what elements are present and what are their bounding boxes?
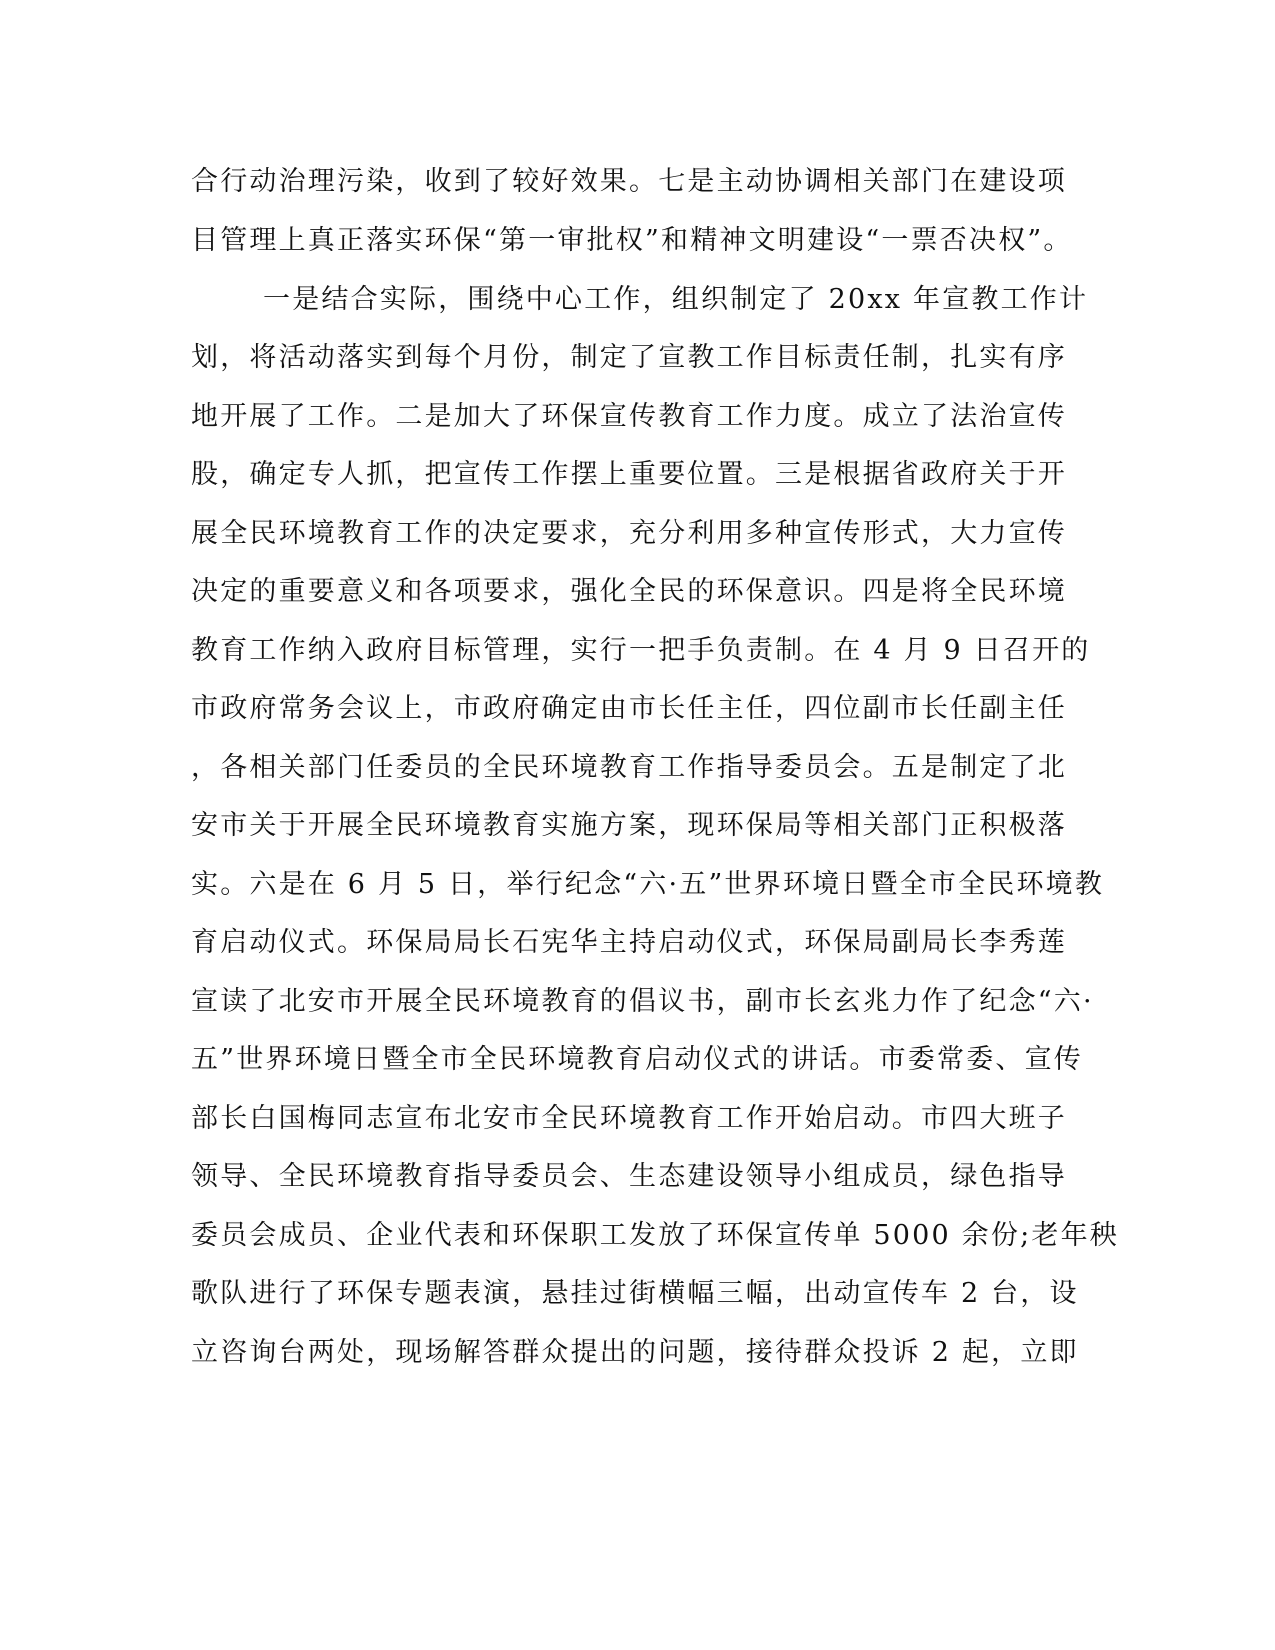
- text-line-5: 地开展了工作。二是加大了环保宣传教育工作力度。成立了法治宣传: [191, 401, 1067, 432]
- text-line-2: 目管理上真正落实环保“第一审批权”和精神文明建设“一票否决权”。: [191, 225, 1073, 256]
- text-line-10: 市政府常务会议上，市政府确定由市长任主任，四位副市长任副主任: [191, 693, 1067, 724]
- text-line-7: 展全民环境教育工作的决定要求，充分利用多种宣传形式，大力宣传: [191, 518, 1067, 549]
- text-line-21: 立咨询台两处，现场解答群众提出的问题，接待群众投诉 2 起，立即: [191, 1337, 1079, 1368]
- text-line-19: 委员会成员、企业代表和环保职工发放了环保宣传单 5000 余份;老年秧: [191, 1220, 1119, 1251]
- text-line-16: 五”世界环境日暨全市全民环境教育启动仪式的讲话。市委常委、宣传: [191, 1044, 1084, 1075]
- text-line-12: 安市关于开展全民环境教育实施方案，现环保局等相关部门正积极落: [191, 810, 1067, 841]
- text-line-6: 股，确定专人抓，把宣传工作摆上重要位置。三是根据省政府关于开: [191, 459, 1067, 490]
- text-line-13: 实。六是在 6 月 5 日，举行纪念“六·五”世界环境日暨全市全民环境教: [191, 869, 1105, 900]
- text-line-14: 育启动仪式。环保局局长石宪华主持启动仪式，环保局副局长李秀莲: [191, 927, 1067, 958]
- text-line-9: 教育工作纳入政府目标管理，实行一把手负责制。在 4 月 9 日召开的: [191, 635, 1091, 666]
- text-line-8: 决定的重要意义和各项要求，强化全民的环保意识。四是将全民环境: [191, 576, 1067, 607]
- text-line-20: 歌队进行了环保专题表演，悬挂过街横幅三幅，出动宣传车 2 台，设: [191, 1278, 1079, 1309]
- paragraph-start-line: 一是结合实际，围绕中心工作，组织制定了 20xx 年宣教工作计: [263, 284, 1089, 315]
- text-line-1: 合行动治理污染，收到了较好效果。七是主动协调相关部门在建设项: [191, 166, 1067, 197]
- text-line-15: 宣读了北安市开展全民环境教育的倡议书，副市长玄兆力作了纪念“六·: [191, 986, 1094, 1017]
- text-line-18: 领导、全民环境教育指导委员会、生态建设领导小组成员，绿色指导: [191, 1161, 1067, 1192]
- text-line-17: 部长白国梅同志宣布北安市全民环境教育工作开始启动。市四大班子: [191, 1103, 1067, 1134]
- text-line-11: ，各相关部门任委员的全民环境教育工作指导委员会。五是制定了北: [191, 752, 1067, 783]
- text-line-4: 划，将活动落实到每个月份，制定了宣教工作目标责任制，扎实有序: [191, 342, 1067, 373]
